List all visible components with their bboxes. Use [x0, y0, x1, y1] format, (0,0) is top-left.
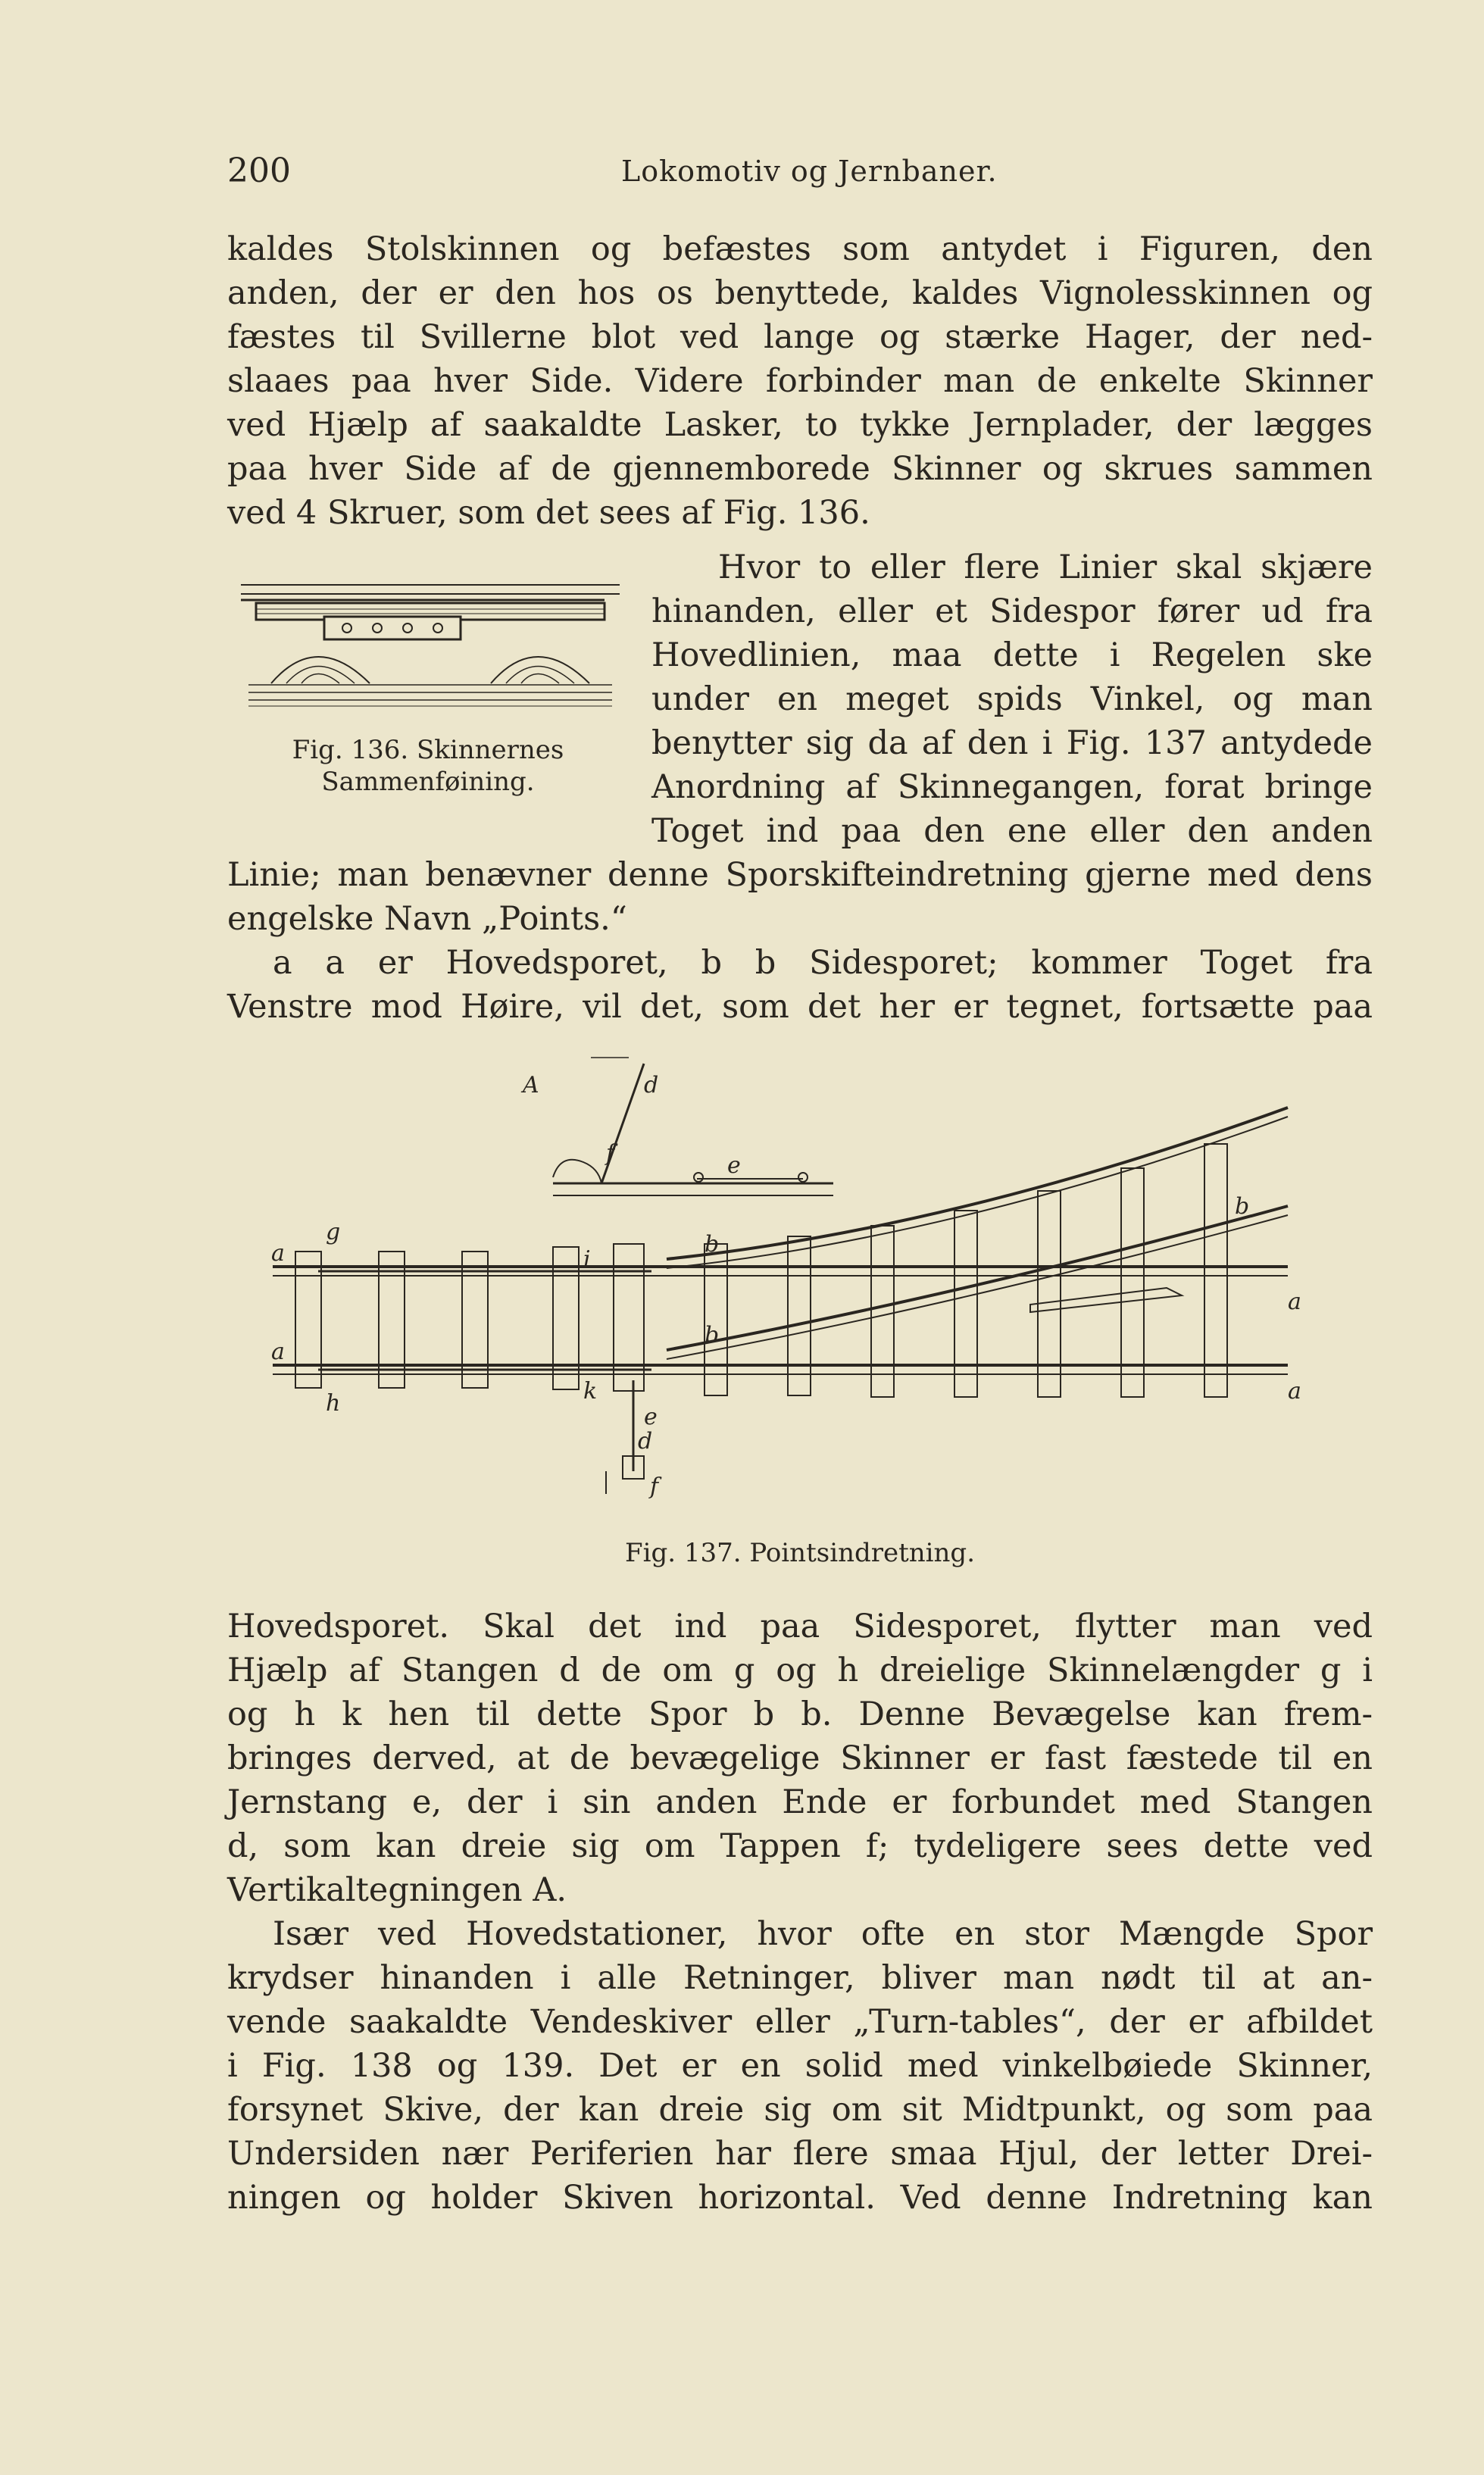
label-a-bottom: a: [271, 1339, 285, 1365]
text-line: i Fig. 138 og 139. Det er en solid med vinkelbøiede Skinner,: [227, 2047, 1373, 2085]
text-line: Hvor to eller flere Linier skal skjære: [718, 548, 1373, 586]
text-line: ningen og holder Skiven horizontal. Ved denne Indretning kan: [227, 2179, 1373, 2217]
label-b-top: b: [705, 1231, 720, 1258]
text-line: Jernstang e, der i sin anden Ende er forbundet med Stangen: [227, 1783, 1373, 1821]
text-line: Især ved Hovedstationer, hvor ofte en stor Mængde Spor: [273, 1915, 1373, 1953]
text-line: Venstre mod Høire, vil det, som det her er tegnet, fortsætte paa: [227, 988, 1373, 1026]
label-a-right-low: a: [1288, 1378, 1301, 1405]
text-line: Hovedlinien, maa dette i Regelen ske: [651, 636, 1373, 674]
label-g: g: [326, 1219, 341, 1245]
label-a-top: a: [271, 1240, 285, 1267]
label-b-bottom: b: [705, 1322, 720, 1348]
label-e-top: e: [727, 1152, 741, 1179]
label-i: i: [583, 1246, 591, 1273]
text-line: ved Hjælp af saakaldte Lasker, to tykke Jernplader, der lægges: [227, 406, 1373, 444]
text-line: Anordning af Skinnegangen, forat bringe: [651, 768, 1373, 806]
text-line: Hjælp af Stangen d de om g og h dreielige Skinnelængder g i: [227, 1652, 1373, 1689]
label-e-bottom: e: [644, 1404, 658, 1430]
text-line: Toget ind paa den ene eller den anden: [651, 812, 1373, 850]
label-a-right: a: [1288, 1289, 1301, 1315]
label-d-bottom: d: [638, 1428, 653, 1455]
text-line: vende saakaldte Vendeskiver eller „Turn-tables“, der er afbildet: [227, 2003, 1373, 2041]
text-line: og h k hen til dette Spor b b. Denne Bevægelse kan frem-: [227, 1695, 1373, 1733]
figure-136-caption-line2: Sammenføining.: [321, 767, 535, 797]
text-line: Vertikaltegningen A.: [227, 1871, 567, 1909]
text-line: Hovedsporet. Skal det ind paa Sidesporet, flytter man ved: [227, 1608, 1373, 1645]
text-line: under en meget spids Vinkel, og man: [651, 680, 1373, 718]
text-line: forsynet Skive, der kan dreie sig om sit Midtpunkt, og som paa: [227, 2091, 1373, 2129]
text-line: fæstes til Svillerne blot ved lange og stærke Hager, der ned-: [227, 318, 1373, 356]
label-k: k: [583, 1378, 598, 1405]
text-line: anden, der er den hos os benyttede, kaldes Vignolesskinnen og: [227, 274, 1373, 312]
figure-137-caption: Fig. 137. Pointsindretning.: [624, 1538, 976, 1568]
figure-136-rail-joint: [241, 577, 620, 711]
text-line: hinanden, eller et Sidespor fører ud fra: [651, 592, 1373, 630]
figure-136-caption-line1: Fig. 136. Skinnernes: [292, 735, 564, 765]
label-f-top: f: [606, 1140, 615, 1167]
label-h: h: [326, 1390, 341, 1417]
text-line: Undersiden nær Periferien har flere smaa Hjul, der letter Drei-: [227, 2135, 1373, 2173]
text-line: paa hver Side af de gjennemborede Skinner og skrues sammen: [227, 450, 1373, 488]
label-f-bottom: f: [650, 1473, 659, 1500]
text-line: ved 4 Skruer, som det sees af Fig. 136.: [227, 494, 870, 532]
text-line: engelske Navn „Points.“: [227, 900, 627, 938]
text-line: a a er Hovedsporet, b b Sidesporet; kommer Toget fra: [273, 944, 1373, 982]
figure-137-points-diagram: [273, 1047, 1318, 1517]
text-line: krydser hinanden i alle Retninger, bliver man nødt til at an-: [227, 1959, 1373, 1997]
text-line: d, som kan dreie sig om Tappen f; tydeligere sees dette ved: [227, 1827, 1373, 1865]
text-line: slaaes paa hver Side. Videre forbinder man de enkelte Skinner: [227, 362, 1373, 400]
text-line: benytter sig da af den i Fig. 137 antydede: [651, 724, 1373, 762]
running-title: Lokomotiv og Jernbaner.: [621, 155, 998, 188]
label-b-right: b: [1235, 1193, 1250, 1220]
text-line: bringes derved, at de bevægelige Skinner er fast fæstede til en: [227, 1739, 1373, 1777]
label-d-top: d: [644, 1072, 659, 1098]
label-A: A: [523, 1072, 539, 1098]
page-number: 200: [227, 152, 291, 190]
text-line: kaldes Stolskinnen og befæstes som antydet i Figuren, den: [227, 230, 1373, 268]
text-line: Linie; man benævner denne Sporskifteindretning gjerne med dens: [227, 856, 1373, 894]
